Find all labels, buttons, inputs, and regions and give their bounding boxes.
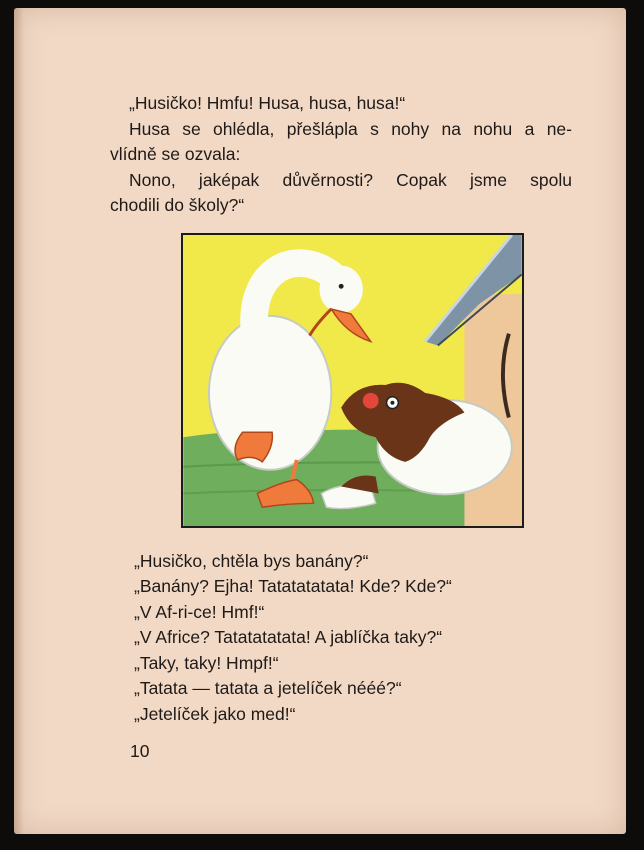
dialogue-line-7: „Jetelíček jako med!“ <box>134 704 296 724</box>
dialogue-line-4: „V Africe? Tatatatatata! A jablíčka taky?“ <box>134 627 443 647</box>
text-line-5: chodili do školy?“ <box>110 195 245 215</box>
page-number: 10 <box>130 741 150 761</box>
dialogue-line-1: „Husičko, chtěla bys banány?“ <box>134 551 369 571</box>
goose-and-dog-illustration <box>181 233 524 528</box>
dialogue-line-2: „Banány? Ejha! Tatatatatata! Kde? Kde?“ <box>134 576 452 596</box>
text-line-3: vlídně se ozvala: <box>110 144 241 164</box>
dialogue-line-3: „V Af-ri-ce! Hmf!“ <box>134 602 265 622</box>
text-line-1: „Husičko! Hmfu! Husa, husa, husa!“ <box>129 93 406 113</box>
dialogue-line-5: „Taky, taky! Hmpf!“ <box>134 653 279 673</box>
text-line-2: Husa se ohlédla, přešlápla s nohy na nohu a ne- <box>129 119 572 139</box>
dialogue-line-6: „Tatata — tatata a jetelíček nééé?“ <box>134 678 402 698</box>
book-page <box>14 8 626 834</box>
text-line-4: Nono, jaképak důvěrnosti? Copak jsme spolu <box>129 170 572 190</box>
